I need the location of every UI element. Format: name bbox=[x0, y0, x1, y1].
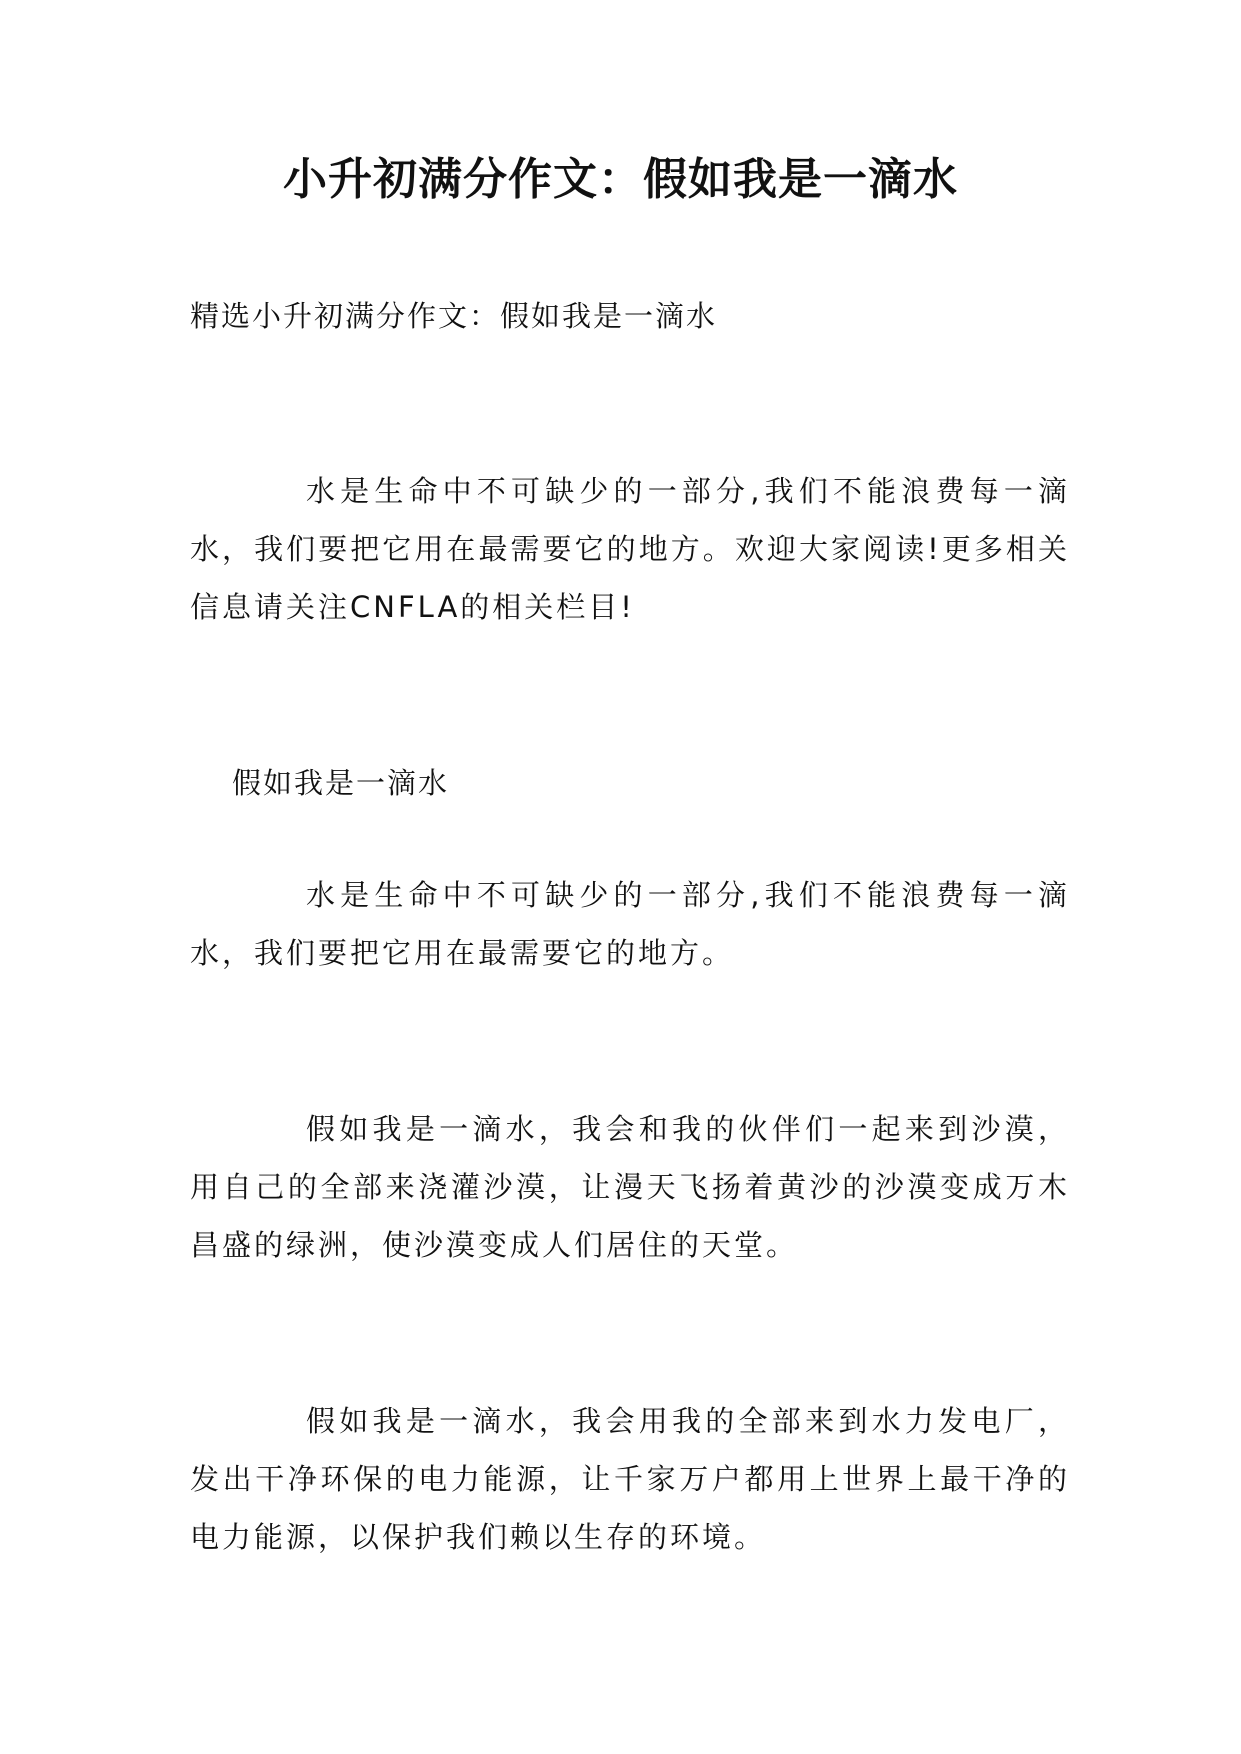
body-paragraph-2: 假如我是一滴水，我会和我的伙伴们一起来到沙漠，用自己的全部来浇灌沙漠，让漫天飞扬着黄沙的沙漠变成万木昌盛的绿洲，使沙漠变成人们居住的天堂。 bbox=[190, 1112, 1070, 1262]
section-title: 假如我是一滴水 bbox=[232, 766, 450, 800]
intro-paragraph: 水是生命中不可缺少的一部分,我们不能浪费每一滴水，我们要把它用在最需要它的地方。欢迎大家阅读!更多相关信息请关注CNFLA的相关栏目! bbox=[190, 474, 1070, 624]
body-paragraph-1: 水是生命中不可缺少的一部分,我们不能浪费每一滴水，我们要把它用在最需要它的地方。 bbox=[190, 878, 1070, 970]
document-title: 小升初满分作文：假如我是一滴水 bbox=[283, 154, 958, 205]
body-paragraph-3: 假如我是一滴水，我会用我的全部来到水力发电厂，发出干净环保的电力能源，让千家万户都用上世界上最干净的电力能源，以保护我们赖以生存的环境。 bbox=[190, 1404, 1070, 1554]
document-subtitle: 精选小升初满分作文：假如我是一滴水 bbox=[190, 299, 718, 333]
